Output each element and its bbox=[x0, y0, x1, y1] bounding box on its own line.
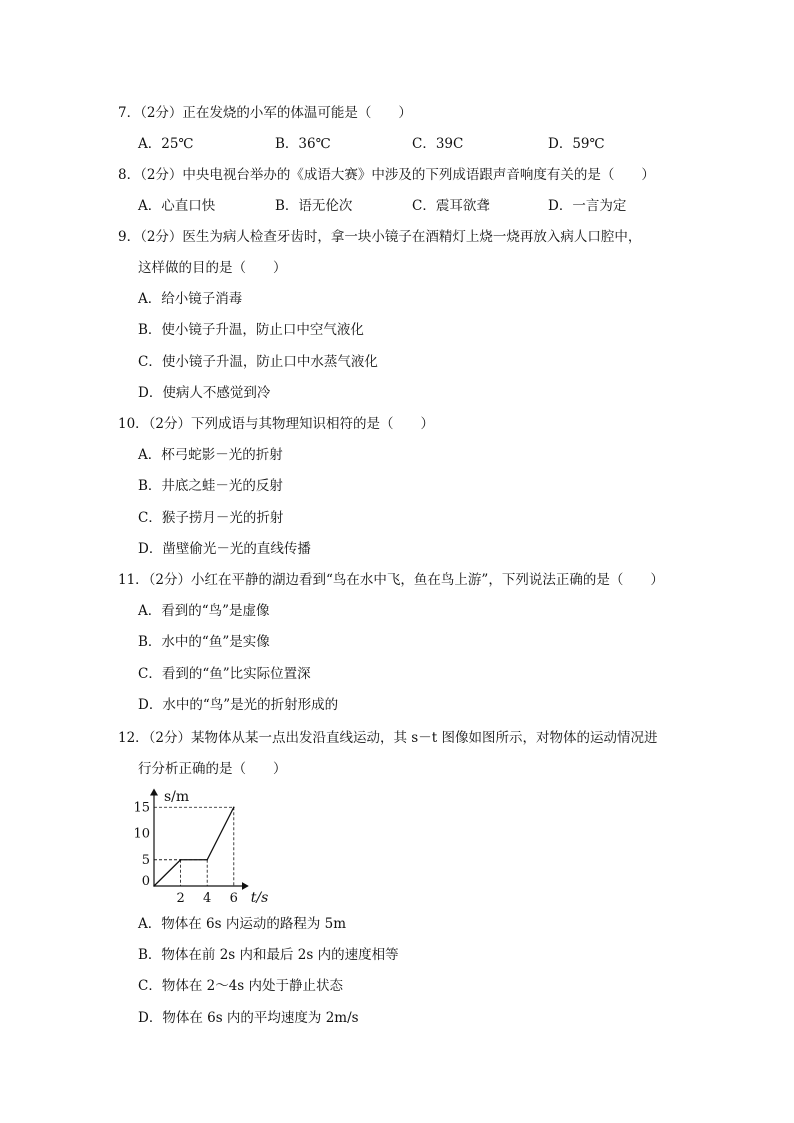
data-point bbox=[206, 859, 208, 861]
question-11-option-c: C．看到的“鱼”比实际位置深 bbox=[138, 666, 311, 682]
question-11-option-b: B．水中的“鱼”是实像 bbox=[138, 634, 270, 650]
option-a: A．心直口快 bbox=[138, 198, 216, 214]
question-12-option-c: C．物体在 2～4s 内处于静止状态 bbox=[138, 978, 344, 994]
question-11-option-d: D．水中的“鸟”是光的折射形成的 bbox=[138, 697, 339, 713]
x-tick-label: 6 bbox=[229, 891, 238, 906]
y-axis-label: s/m bbox=[164, 789, 190, 805]
question-10-option-d: D．凿壁偷光－光的直线传播 bbox=[138, 541, 311, 557]
question-9-stem: 9．（2分）医生为病人检查牙齿时，拿一块小镜子在酒精灯上烧一烧再放入病人口腔中， bbox=[118, 229, 642, 245]
option-c: C．39C bbox=[412, 136, 464, 152]
x-axis-label: t/s bbox=[250, 890, 269, 906]
question-9-option-c: C．使小镜子升温，防止口中水蒸气液化 bbox=[138, 354, 378, 370]
y-tick-label: 5 bbox=[141, 852, 150, 868]
option-d: D．一言为定 bbox=[548, 198, 627, 214]
question-11-stem: 11．（2分）小红在平静的湖边看到“鸟在水中飞，鱼在鸟上游”，下列说法正确的是（ ） bbox=[118, 572, 664, 588]
data-point bbox=[233, 806, 235, 808]
question-10-option-c: C．猴子捞月－光的折射 bbox=[138, 510, 284, 526]
question-10-stem: 10．（2分）下列成语与其物理知识相符的是（ ） bbox=[118, 416, 435, 432]
option-c: C．震耳欲聋 bbox=[412, 198, 490, 214]
option-a: A．25℃ bbox=[138, 136, 194, 152]
option-b: B．36℃ bbox=[275, 136, 331, 152]
question-9-stem-continued: 这样做的目的是（ ） bbox=[138, 260, 287, 276]
x-tick-label: 2 bbox=[176, 891, 185, 906]
question-12-option-d: D．物体在 6s 内的平均速度为 2m/s bbox=[138, 1010, 359, 1026]
option-d: D．59℃ bbox=[548, 136, 605, 152]
option-b: B．语无伦次 bbox=[275, 198, 353, 214]
y-tick-label: 15 bbox=[133, 800, 150, 816]
question-7-stem: 7．（2分）正在发烧的小军的体温可能是（ ） bbox=[118, 105, 412, 121]
question-12-option-b: B．物体在前 2s 内和最后 2s 内的速度相等 bbox=[138, 947, 399, 963]
question-12-stem-continued: 行分析正确的是（ ） bbox=[138, 761, 287, 777]
question-10-option-b: B．井底之蛙－光的反射 bbox=[138, 478, 283, 494]
question-9-option-a: A．给小镜子消毒 bbox=[138, 291, 243, 307]
question-10-option-a: A．杯弓蛇影－光的折射 bbox=[138, 447, 283, 463]
question-9-option-d: D．使病人不感觉到冷 bbox=[138, 385, 271, 401]
data-point bbox=[180, 859, 182, 861]
data-series-line bbox=[154, 807, 234, 886]
question-12-option-a: A．物体在 6s 内运动的路程为 5m bbox=[138, 916, 347, 932]
question-8-stem: 8．（2分）中央电视台举办的《成语大赛》中涉及的下列成语跟声音响度有关的是（ ） bbox=[118, 167, 655, 183]
y-tick-label: 10 bbox=[133, 826, 150, 842]
x-tick-label: 4 bbox=[203, 891, 212, 906]
question-11-option-a: A．看到的“鸟”是虚像 bbox=[138, 603, 270, 619]
question-12-stem: 12．（2分）某物体从某一点出发沿直线运动，其 s－t 图像如图所示，对物体的运动情况进 bbox=[118, 730, 658, 746]
y-tick-label: 0 bbox=[141, 874, 150, 889]
question-9-option-b: B．使小镜子升温，防止口中空气液化 bbox=[138, 322, 364, 338]
st-graph bbox=[128, 782, 308, 907]
data-point bbox=[153, 885, 155, 887]
